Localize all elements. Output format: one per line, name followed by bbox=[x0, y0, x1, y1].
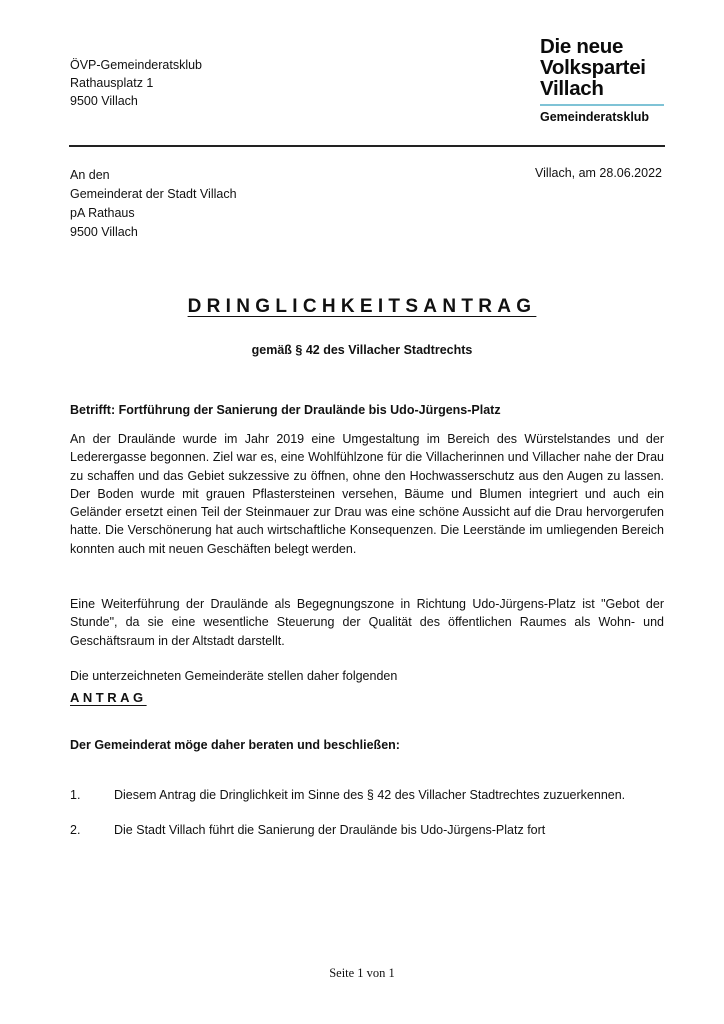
resolution-heading: Der Gemeinderat möge daher beraten und beschließen: bbox=[70, 738, 400, 752]
page-footer: Seite 1 von 1 bbox=[329, 966, 395, 980]
recipient-line-2: Gemeinderat der Stadt Villach bbox=[70, 187, 237, 201]
party-logo bbox=[540, 36, 664, 124]
header-divider bbox=[69, 145, 665, 147]
motion-intro: Die unterzeichneten Gemeinderäte stellen daher folgenden bbox=[70, 669, 398, 683]
body-paragraph-1: An der Draulände wurde im Jahr 2019 eine Umgestaltung im Bereich des Würstelstandes und der Lederergasse begonnen. Ziel war es, eine Wohlfühlzone für die Villacherinnen und Villacher nahe der Drau zu schaffen und das Gebiet sukzessive zu öffnen, ohne den Hochwasserschutz aus den Augen zu lassen. Der Boden wurde mit grauen Pflastersteinen versehen, Bäume und Blumen integriert und auch ein Geländer ersetzt einen Teil der Steinmauer zur Drau was eine schöne Aussicht auf die Drau hervorgerufen hatte. Die Verschönerung hat auch wirtschaftliche Konsequenzen. Die Leerstände im umliegenden Bereich konnten auch mit neuen Geschäften belegt werden. bbox=[70, 432, 664, 556]
subject-line: Betrifft: Fortführung der Sanierung der Draulände bis Udo-Jürgens-Platz bbox=[70, 403, 501, 417]
document-title-wrapper bbox=[0, 296, 724, 318]
list-item-text-2: Die Stadt Villach führt die Sanierung der Draulände bis Udo-Jürgens-Platz fort bbox=[114, 823, 546, 837]
list-item-number-1: 1. bbox=[70, 788, 81, 802]
sender-street: Rathausplatz 1 bbox=[70, 76, 154, 90]
letter-date: Villach, am 28.06.2022 bbox=[535, 166, 662, 180]
document-title: DRINGLICHKEITSANTRAG bbox=[187, 296, 537, 317]
logo-line-3: Villach bbox=[540, 77, 604, 100]
logo-line-1: Die neue bbox=[540, 35, 624, 58]
recipient-line-4: 9500 Villach bbox=[70, 225, 138, 239]
list-item-number-2: 2. bbox=[70, 823, 81, 837]
sender-address bbox=[70, 56, 202, 110]
body-paragraph-2: Eine Weiterführung der Draulände als Begegnungszone in Richtung Udo-Jürgens-Platz ist "Gebot der Stunde", da sie eine wesentliche Steuerung der Qualität des öffentlichen Raumes als Wohn- und Geschäftsraum in der Altstadt darstellt. bbox=[70, 597, 664, 648]
recipient-line-3: pA Rathaus bbox=[70, 206, 135, 220]
sender-name: ÖVP-Gemeinderatsklub bbox=[70, 58, 203, 72]
logo-line-2: Volkspartei bbox=[540, 56, 646, 79]
logo-subline: Gemeinderatsklub bbox=[540, 110, 650, 124]
recipient-address bbox=[70, 166, 237, 242]
recipient-line-1: An den bbox=[70, 168, 110, 182]
document-subtitle: gemäß § 42 des Villacher Stadtrechts bbox=[251, 343, 473, 357]
logo-accent-rule bbox=[540, 104, 664, 106]
sender-city: 9500 Villach bbox=[70, 94, 138, 108]
motion-heading: ANTRAG bbox=[70, 690, 147, 705]
list-item-text-1: Diesem Antrag die Dringlichkeit im Sinne des § 42 des Villacher Stadtrechtes zuzuerkennen. bbox=[114, 788, 626, 802]
